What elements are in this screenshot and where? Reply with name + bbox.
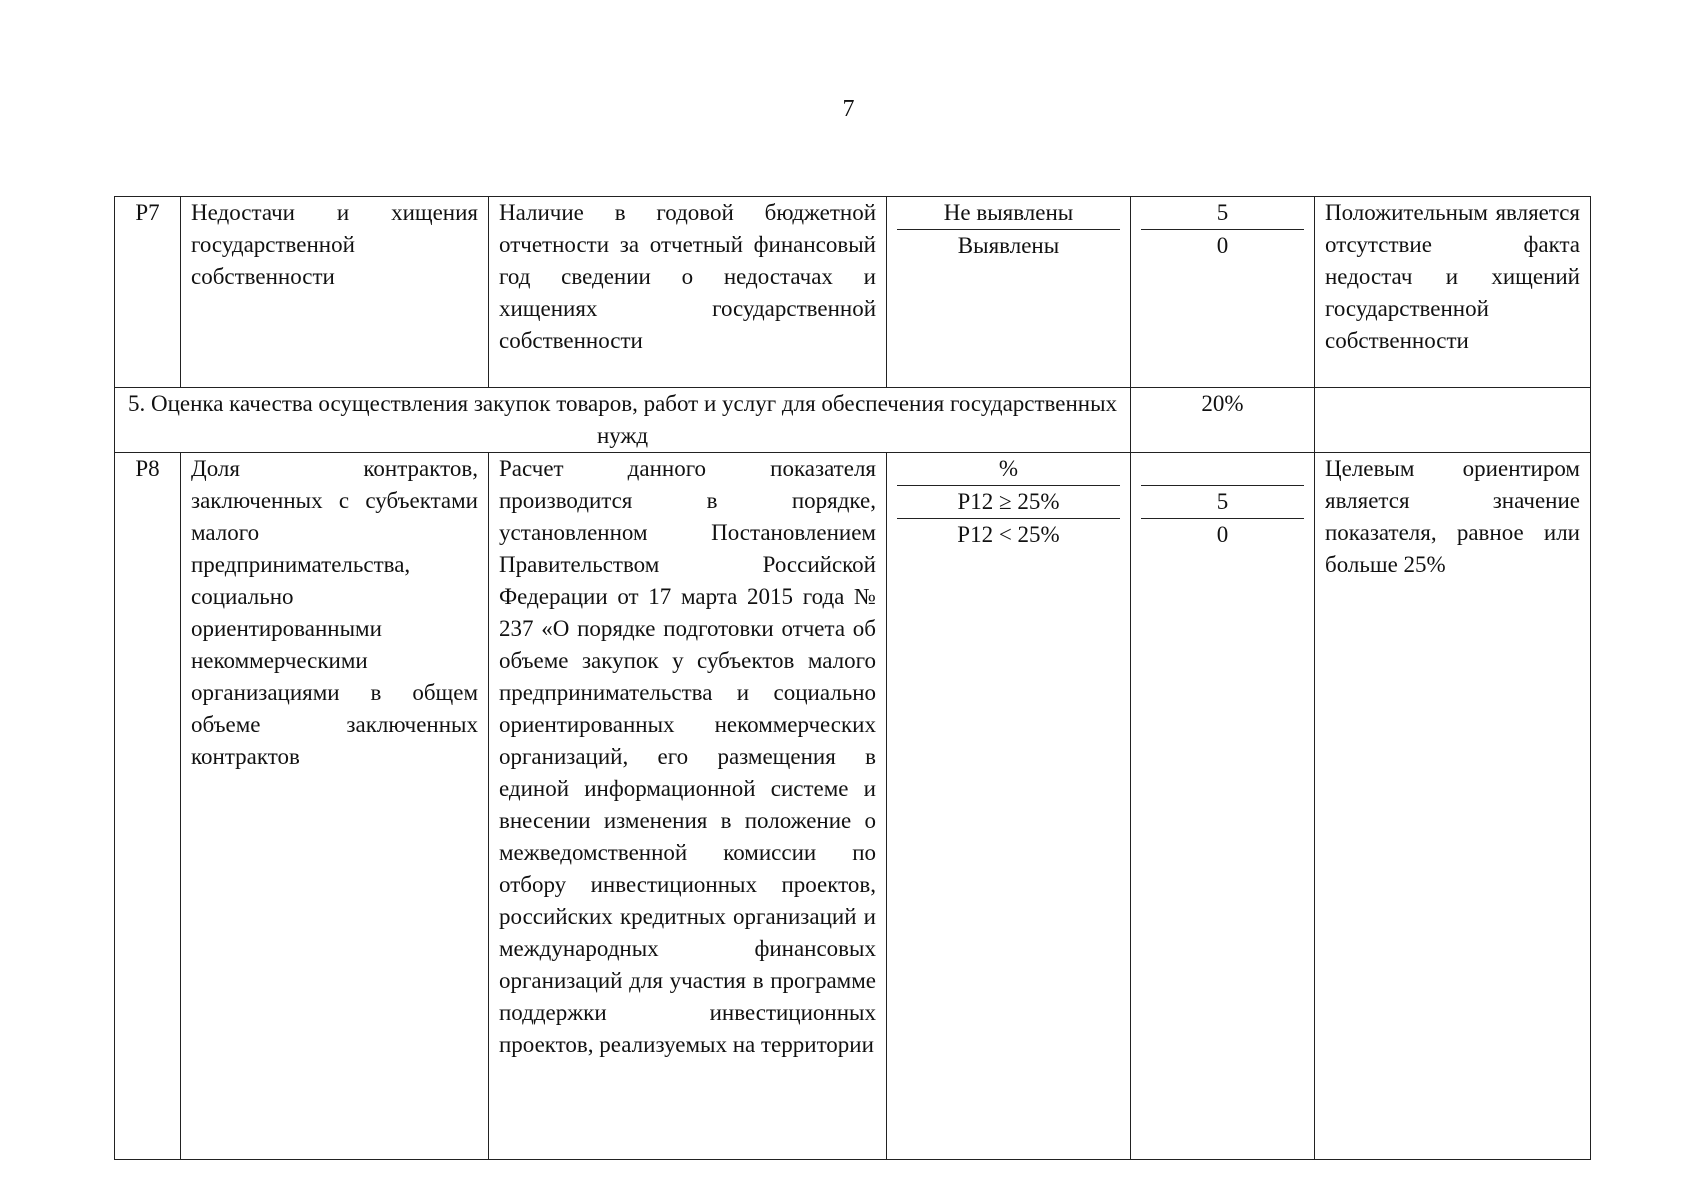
score-cell: [1131, 453, 1315, 1160]
criterion-label: Р12 < 25%: [957, 522, 1060, 547]
section-note-empty: [1315, 388, 1591, 453]
criterion-label: Выявлены: [957, 233, 1060, 258]
indicators-table: [114, 196, 1591, 1160]
indicator-name: Доля контрактов, заключенных с субъектами малого предпринимательства, социально ориентированными некоммерческими организациями в общем объеме заключенных контрактов: [181, 453, 489, 1160]
section-row: [115, 388, 1591, 453]
score-cell: [1131, 197, 1315, 388]
indicator-note: Целевым ориентиром является значение показателя, равное или больше 25%: [1315, 453, 1591, 1160]
table-row-p8: [115, 453, 1591, 1160]
criteria-cell: [887, 197, 1131, 388]
section-weight: 20%: [1131, 388, 1315, 453]
criterion-label: Не выявлены: [897, 197, 1120, 230]
indicator-unit: %: [897, 453, 1120, 486]
unit-score-empty: [1141, 453, 1304, 486]
indicator-note: Положительным является отсутствие факта недостач и хищений государственной собственности: [1315, 197, 1591, 388]
criterion-score: 5: [1141, 197, 1304, 230]
criterion-score: 0: [1216, 233, 1229, 258]
indicator-description: Наличие в годовой бюджетной отчетности за отчетный финансовый год сведении о недостачах и хищениях государственной собственности: [489, 197, 887, 388]
section-title: 5. Оценка качества осуществления закупок товаров, работ и услуг для обеспечения государственных нужд: [115, 388, 1131, 453]
indicator-description-cell: [489, 453, 887, 1160]
table-row-p7: [115, 197, 1591, 388]
indicator-code: Р7: [115, 197, 181, 388]
criterion-label: Р12 ≥ 25%: [897, 486, 1120, 519]
criterion-score: 0: [1216, 522, 1229, 547]
indicator-code: Р8: [115, 453, 181, 1160]
indicator-description: Расчет данного показателя производится в порядке, установленном Постановлением Правительством Российской Федерации от 17 марта 2015 года № 237 «О порядке подготовки отчета об объеме закупок у субъектов малого предпринимательства и социально ориентированных некоммерческих организаций, его размещения в единой информационной системе и внесении изменения в положение о межведомственной комиссии по отбору инвестиционных проектов, российских кредитных организаций и международных финансовых организаций для участия в программе поддержки инвестиционных проектов, реализуемых на территории: [499, 456, 876, 1057]
page-number: 7: [842, 96, 855, 122]
indicator-name: Недостачи и хищения государственной собственности: [181, 197, 489, 388]
criterion-score: 5: [1141, 486, 1304, 519]
criteria-cell: [887, 453, 1131, 1160]
